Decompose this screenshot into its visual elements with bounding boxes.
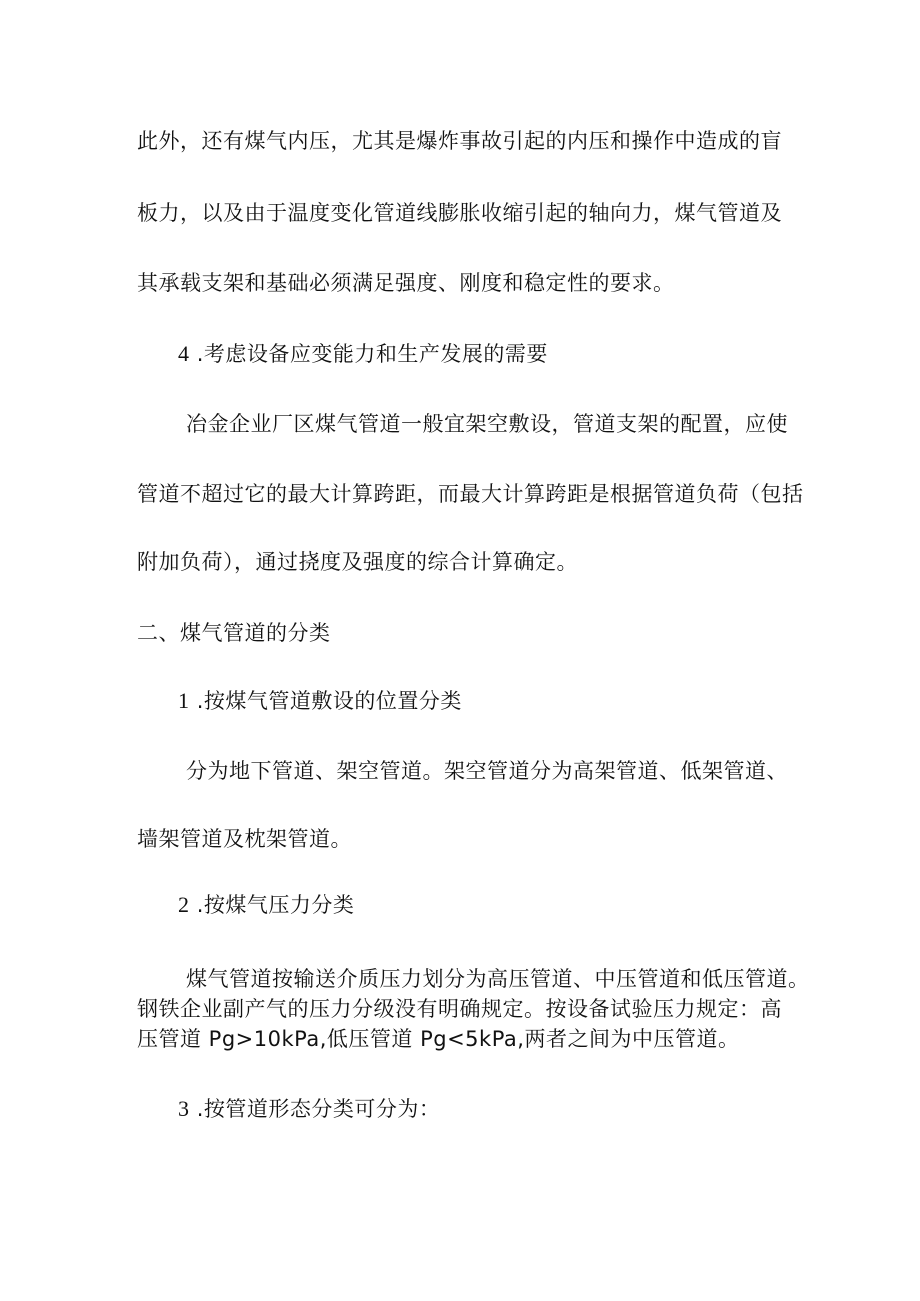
heading-number: 4: [178, 341, 190, 366]
heading-number: 1: [178, 688, 190, 713]
heading-item-3: [178, 1096, 440, 1122]
heading-number: 3: [178, 1096, 190, 1121]
paragraph-line: 附加负荷），通过挠度及强度的综合计算确定。: [137, 550, 578, 574]
paragraph-line: 煤气管道按输送介质压力划分为高压管道、中压管道和低压管道。: [186, 967, 810, 991]
paragraph-line: 板力，以及由于温度变化管道线膨胀收缩引起的轴向力，煤气管道及: [137, 201, 782, 225]
paragraph-line: 冶金企业厂区煤气管道一般宜架空敷设，管道支架的配置，应使: [186, 412, 788, 436]
paragraph-line: 钢铁企业副产气的压力分级没有明确规定。按设备试验压力规定：高: [137, 997, 782, 1021]
paragraph-line: 其承载支架和基础必须满足强度、刚度和稳定性的要求。: [137, 271, 675, 295]
heading-number: 2: [178, 892, 190, 917]
heading-item-2: [178, 892, 354, 918]
section-heading: 二、煤气管道的分类: [137, 621, 331, 645]
heading-text: .按煤气压力分类: [196, 893, 355, 917]
heading-item-1: [178, 688, 462, 714]
paragraph-line: 压管道 Pg>10kPa,低压管道 Pg<5kPa,两者之间为中压管道。: [137, 1027, 740, 1051]
heading-item-4: [178, 341, 548, 367]
heading-text: .按管道形态分类可分为：: [196, 1097, 441, 1121]
paragraph-line: 分为地下管道、架空管道。架空管道分为高架管道、低架管道、: [186, 759, 788, 783]
paragraph-line: 管道不超过它的最大计算跨距，而最大计算跨距是根据管道负荷（包括: [137, 482, 804, 506]
heading-text: .按煤气管道敷设的位置分类: [196, 689, 462, 713]
paragraph-line: 此外，还有煤气内压，尤其是爆炸事故引起的内压和操作中造成的盲: [137, 129, 782, 153]
paragraph-line: 墙架管道及枕架管道。: [137, 827, 352, 851]
heading-text: .考虑设备应变能力和生产发展的需要: [196, 342, 548, 366]
